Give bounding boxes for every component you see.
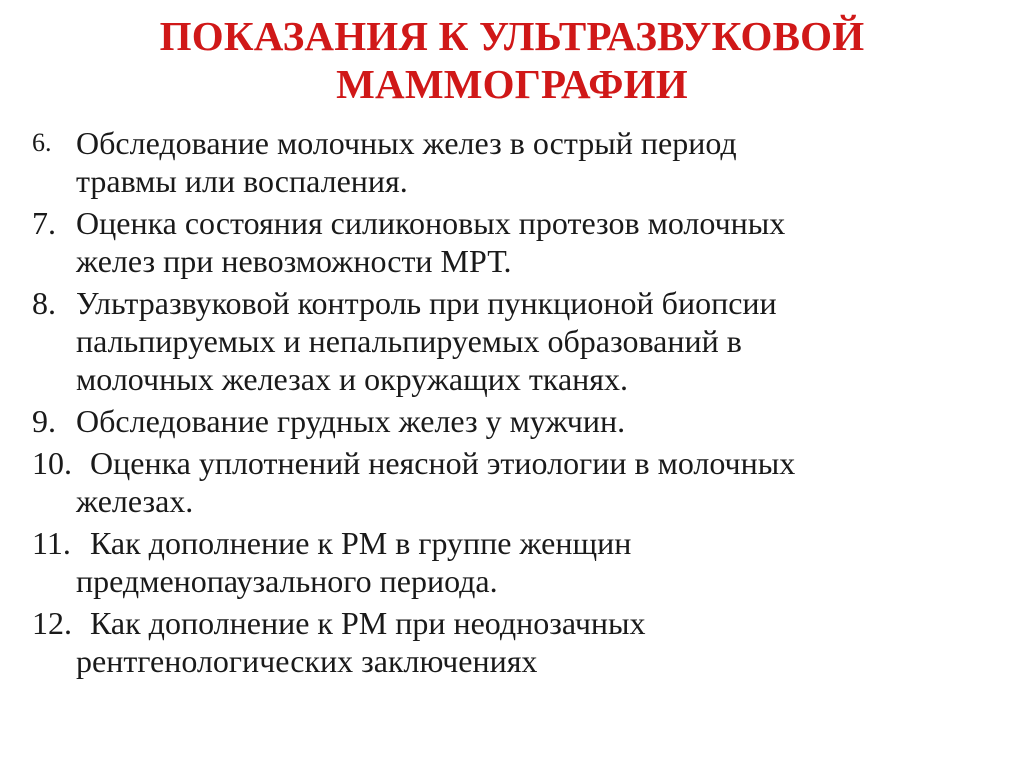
list-item-6 — [32, 124, 992, 200]
item-number: 6. — [32, 128, 52, 157]
item-number: 7. — [32, 205, 56, 241]
item-text-line: травмы или воспаления. — [76, 163, 408, 199]
item-text-line: железах. — [76, 483, 194, 519]
item-text-line: Обследование молочных желез в острый период — [76, 125, 737, 161]
item-number: 12. — [32, 605, 72, 641]
indications-list — [32, 124, 992, 684]
slide-title-line-2: МАММОГРАФИИ — [336, 61, 688, 107]
list-item-7 — [32, 204, 992, 280]
item-text-line: молочных железах и окружащих тканях. — [76, 361, 628, 397]
slide-title — [0, 12, 1024, 108]
list-item-10 — [32, 444, 992, 520]
item-number: 9. — [32, 403, 56, 439]
item-text-line: Обследование грудных желез у мужчин. — [76, 403, 626, 439]
item-text-line: Как дополнение к РМ в группе женщин — [90, 525, 632, 561]
item-text-line: пальпируемых и непальпируемых образований в — [76, 323, 742, 359]
item-text-line: желез при невозможности МРТ. — [76, 243, 512, 279]
item-text-line: рентгенологических заключениях — [76, 643, 538, 679]
slide-title-line-1: ПОКАЗАНИЯ К УЛЬТРАЗВУКОВОЙ — [159, 13, 865, 59]
item-text-line: Как дополнение к РМ при неоднозачных — [90, 605, 646, 641]
item-text-line: предменопаузального периода. — [76, 563, 498, 599]
list-item-8 — [32, 284, 992, 398]
item-text-line: Оценка уплотнений неясной этиологии в молочных — [90, 445, 796, 481]
item-number: 10. — [32, 445, 72, 481]
list-item-9 — [32, 402, 992, 440]
item-number: 11. — [32, 525, 71, 561]
item-text-line: Ультразвуковой контроль при пункционой биопсии — [76, 285, 777, 321]
item-text-line: Оценка состояния силиконовых протезов молочных — [76, 205, 786, 241]
list-item-11 — [32, 524, 992, 600]
item-number: 8. — [32, 285, 56, 321]
list-item-12 — [32, 604, 992, 680]
